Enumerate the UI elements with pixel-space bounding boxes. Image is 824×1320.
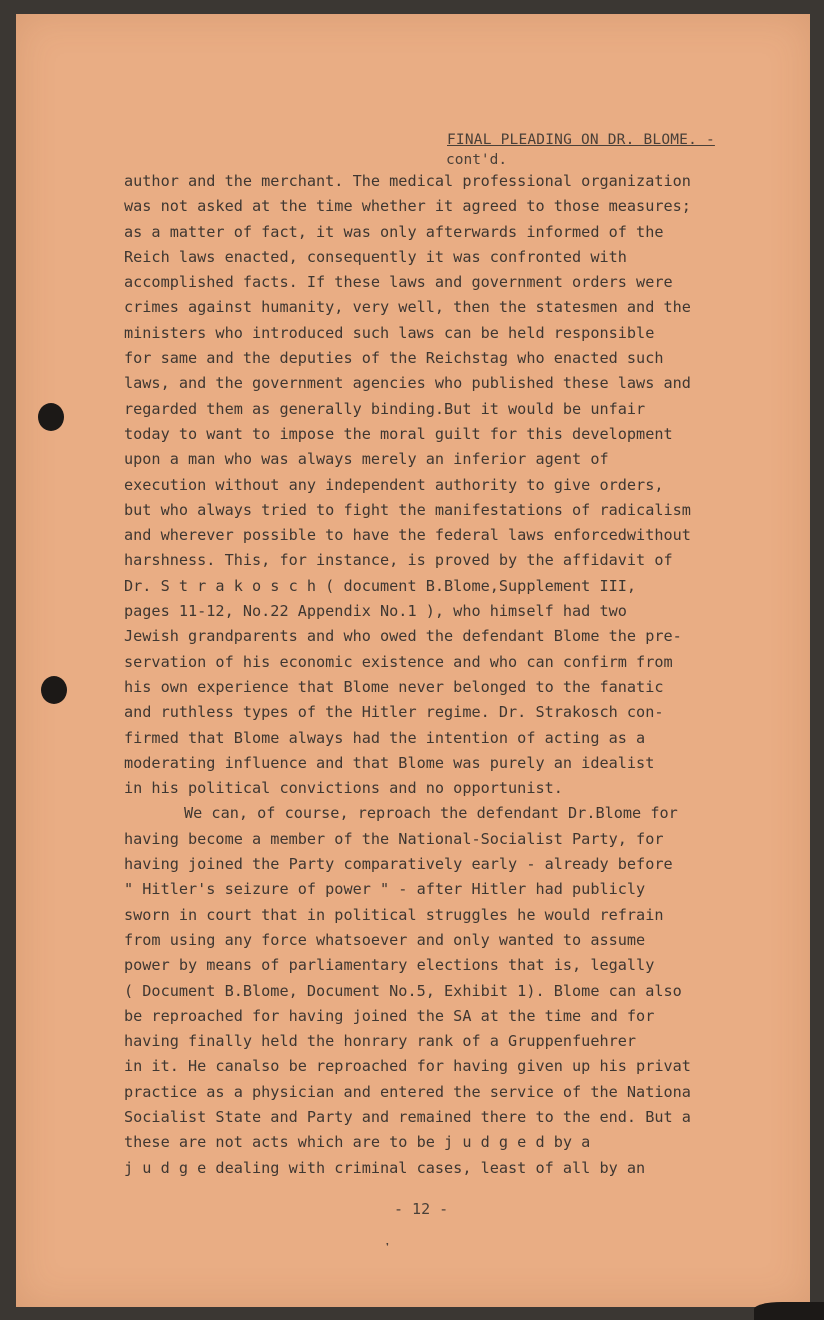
text-line: Jewish grandparents and who owed the defendant Blome the pre- — [124, 627, 682, 646]
text-line: but who always tried to fight the manifestations of radicalism — [124, 500, 691, 519]
text-line: accomplished facts. If these laws and government orders were — [124, 273, 673, 292]
text-line: regarded them as generally binding.But it would be unfair — [124, 399, 646, 418]
text-line: ministers who introduced such laws can be held responsible — [124, 323, 655, 342]
text-line: laws, and the government agencies who published these laws and — [124, 374, 691, 393]
punch-hole-top — [38, 403, 64, 431]
text-line: for same and the deputies of the Reichstag who enacted such — [124, 349, 664, 368]
text-line: Reich laws enacted, consequently it was confronted with — [124, 247, 627, 266]
text-line: in his political convictions and no opportunist. — [124, 779, 563, 798]
text-line: practice as a physician and entered the service of the Nationa — [124, 1082, 691, 1101]
text-line: and wherever possible to have the federal laws enforcedwithout — [124, 526, 691, 545]
text-line: in it. He canalso be reproached for having given up his privat — [124, 1057, 691, 1076]
text-line: his own experience that Blome never belonged to the fanatic — [124, 677, 664, 696]
text-line: servation of his economic existence and who can confirm from — [124, 652, 673, 671]
text-line: execution without any independent authority to give orders, — [124, 475, 664, 494]
text-line: these are not acts which are to be j u d g e d by a — [124, 1133, 591, 1152]
text-line: crimes against humanity, very well, then the statesmen and the — [124, 298, 691, 317]
text-line: Dr. S t r a k o s c h ( document B.Blome,Supplement III, — [124, 576, 637, 595]
body-text — [124, 169, 764, 1181]
text-line: " Hitler's seizure of power " - after Hitler had publicly — [124, 880, 646, 899]
text-line: moderating influence and that Blome was purely an idealist — [124, 753, 655, 772]
text-line: firmed that Blome always had the intention of acting as a — [124, 728, 646, 747]
text-line: upon a man who was always merely an inferior agent of — [124, 450, 609, 469]
text-line: Socialist State and Party and remained there to the end. But a — [124, 1107, 691, 1126]
page-header-title: FINAL PLEADING ON DR. BLOME. - — [447, 132, 715, 148]
punch-hole-bottom — [41, 676, 67, 704]
scan-edge-shadow — [754, 1302, 824, 1320]
text-line: power by means of parliamentary elections that is, legally — [124, 956, 655, 975]
text-line: today to want to impose the moral guilt for this development — [124, 424, 673, 443]
ink-smudge: ❜ — [384, 1241, 391, 1254]
text-line: having finally held the honrary rank of a Gruppenfuehrer — [124, 1032, 637, 1051]
text-line: was not asked at the time whether it agreed to those measures; — [124, 197, 691, 216]
page-header-contd: cont'd. — [446, 152, 508, 168]
text-line: from using any force whatsoever and only wanted to assume — [124, 930, 646, 949]
text-line-paragraph-start: We can, of course, reproach the defendant Dr.Blome for — [184, 804, 678, 823]
document-page — [16, 14, 810, 1307]
text-line: having joined the Party comparatively early - already before — [124, 855, 673, 874]
text-line: having become a member of the National-Socialist Party, for — [124, 829, 664, 848]
text-line: harshness. This, for instance, is proved by the affidavit of — [124, 551, 673, 570]
text-line: and ruthless types of the Hitler regime. Dr. Strakosch con- — [124, 703, 664, 722]
text-line: author and the merchant. The medical professional organization — [124, 172, 691, 190]
text-line: as a matter of fact, it was only afterwards informed of the — [124, 222, 664, 241]
text-line: ( Document B.Blome, Document No.5, Exhibit 1). Blome can also — [124, 981, 682, 1000]
text-line: sworn in court that in political struggles he would refrain — [124, 905, 664, 924]
text-line: pages 11-12, No.22 Appendix No.1 ), who himself had two — [124, 602, 627, 621]
text-line: be reproached for having joined the SA at the time and for — [124, 1006, 655, 1025]
text-line: j u d g e dealing with criminal cases, least of all by an — [124, 1158, 646, 1177]
page-number: - 12 - — [394, 1200, 449, 1218]
